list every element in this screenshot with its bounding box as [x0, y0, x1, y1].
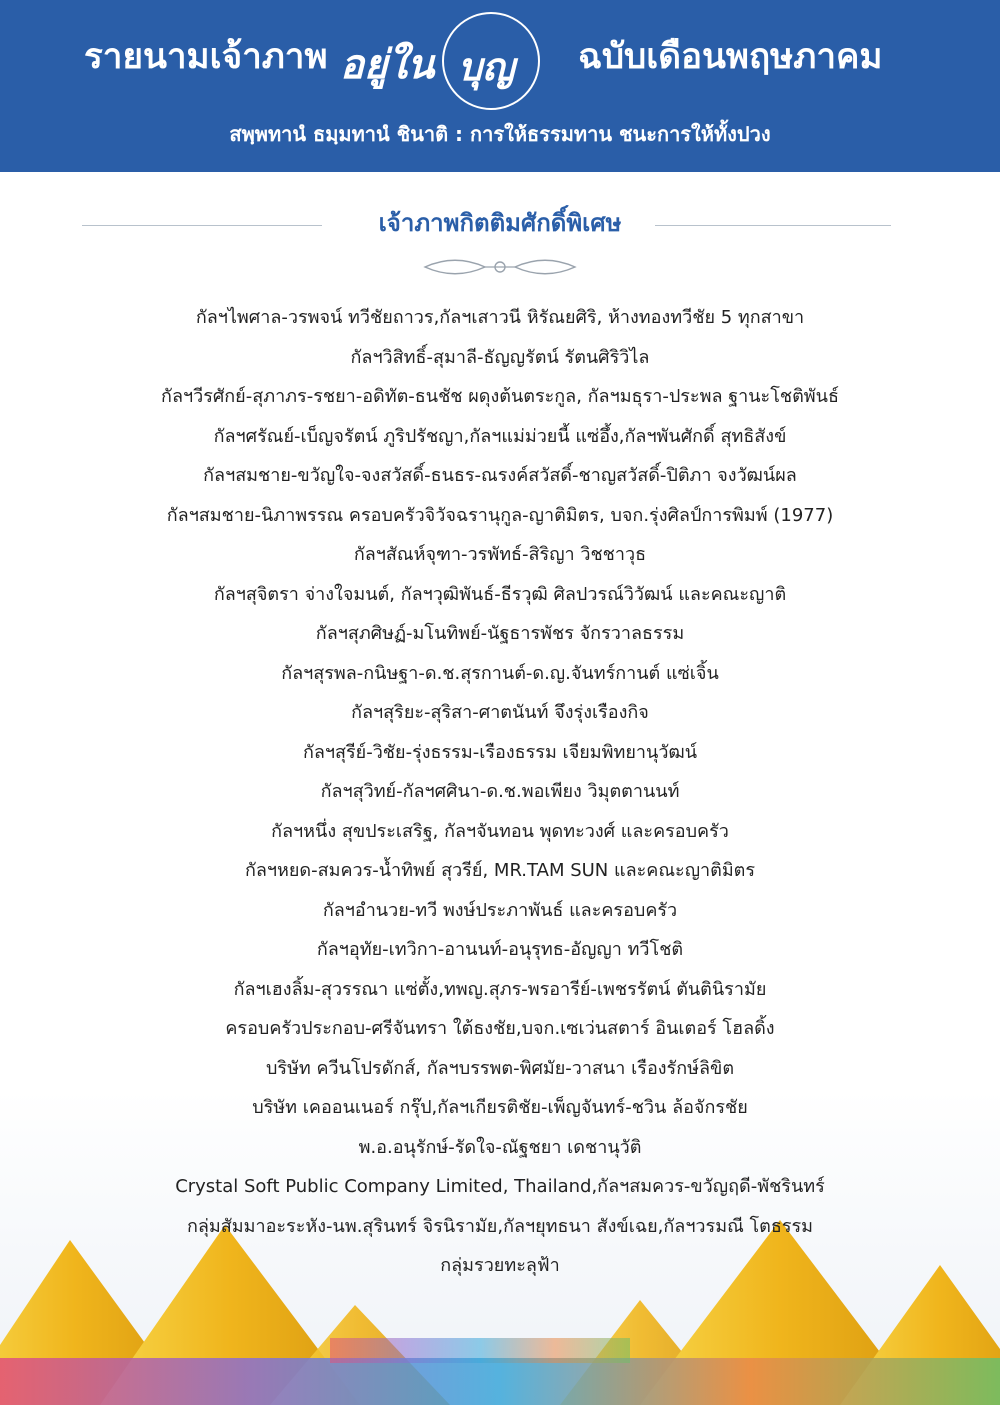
logo-text-b: บุญ: [458, 44, 515, 89]
section-title: เจ้าภาพกิตติมศักดิ์พิเศษ: [378, 209, 622, 237]
flourish-ornament-icon: [420, 256, 580, 278]
list-item: กลุ่มสัมมาอะระหัง-นพ.สุรินทร์ จิรนิรามัย,กัลฯยุทธนา สังข์เฉย,กัลฯวรมณี โตธรรม: [186, 1215, 814, 1237]
divider-right: [655, 225, 891, 226]
list-item: กัลฯสุจิตรา จ่างใจมนต์, กัลฯวุฒิพันธ์-ธีรวุฒิ ศิลปวรณ์วิวัฒน์ และคณะญาติ: [213, 583, 787, 605]
list-item: กลุ่มรวยทะลุฟ้า: [440, 1255, 560, 1276]
list-item: กัลฯสุรีย์-วิชัย-รุ่งธรรม-เรืองธรรม เจียมพิทยานุวัฒน์: [302, 741, 698, 763]
header-title-right: ฉบับเดือนพฤษภาคม: [578, 37, 883, 77]
list-item: ครอบครัวประกอบ-ศรีจันทรา ใต้ธงชัย,บจก.เซเว่นสตาร์ อินเตอร์ โฮลดิ้ง: [225, 1018, 775, 1039]
list-item: Crystal Soft Public Company Limited, Thailand,กัลฯสมควร-ขวัญฤดี-พัชรินทร์: [175, 1176, 825, 1197]
header-title-left: รายนามเจ้าภาพ: [84, 37, 328, 77]
list-item: กัลฯสุภศิษฏ์-มโนทิพย์-นัฐธารพัชร จักรวาลธรรม: [315, 623, 685, 644]
sponsor-name-list: [40, 298, 960, 1286]
list-item: กัลฯหนึ่ง สุขประเสริฐ, กัลฯจันทอน พุดทะวงศ์ และครอบครัว: [271, 820, 729, 842]
logo-text-a: อยู่ใน: [340, 41, 435, 88]
list-item: กัลฯสัณห์จุฑา-วรพัทธ์-สิริญา วิชชาวุธ: [353, 544, 647, 565]
header-subtitle: สพฺพทานํ ธมฺมทานํ ชินาติ : การให้ธรรมทาน ชนะการให้ทั้งปวง: [229, 122, 771, 146]
list-item: พ.อ.อนุรักษ์-รัดใจ-ณัฐชยา เดชานุวัติ: [358, 1136, 642, 1158]
list-item: กัลฯเฮงลิ้ม-สุวรรณา แซ่ตั้ง,ทพญ.สุภร-พรอารีย์-เพชรรัตน์ ตันตินิรามัย: [233, 978, 767, 1000]
list-item: กัลฯไพศาล-วรพจน์ ทวีชัยถาวร,กัลฯเสาวนี หิรัณยศิริ, ห้างทองทวีชัย 5 ทุกสาขา: [195, 307, 805, 328]
list-item: กัลฯสุริยะ-สุริสา-ศาตนันท์ จึงรุ่งเรืองกิจ: [351, 702, 649, 723]
list-item: กัลฯวิสิทธิ์-สุมาลี-ธัญญรัตน์ รัตนศิริวิไล: [350, 346, 650, 368]
list-item: กัลฯวีรศักย์-สุภาภร-รชยา-อดิทัต-ธนชัช ผดุงต้นตระกูล, กัลฯมธุรา-ประพล ฐานะโชติพันธ์: [161, 386, 839, 407]
list-item: กัลฯอุทัย-เทวิกา-อานนท์-อนุรุทธ-อัญญา ทวีโชติ: [316, 939, 684, 960]
header-banner: [0, 0, 1000, 172]
magazine-logo: [340, 12, 560, 112]
list-item: กัลฯศรัณย์-เบ็ญจรัตน์ ภูริปรัชญา,กัลฯแม่ม่วยนี้ แซ่อึ้ง,กัลฯพันศักดิ์ สุทธิสังข์: [213, 425, 787, 447]
list-item: บริษัท ควีนโปรดักส์, กัลฯบรรพต-พิศมัย-วาสนา เรืองรักษ์ลิขิต: [265, 1057, 735, 1079]
list-item: บริษัท เคออนเนอร์ กรุ๊ป,กัลฯเกียรติชัย-เพ็ญจันทร์-ชวิน ล้อจักรชัย: [252, 1097, 748, 1118]
list-item: กัลฯสมชาย-นิภาพรรณ ครอบครัวจิวัจฉรานุกูล-ญาติมิตร, บจก.รุ่งศิลป์การพิมพ์ (1977): [166, 504, 834, 526]
list-item: กัลฯอำนวย-ทวี พงษ์ประภาพันธ์ และครอบครัว: [322, 899, 678, 921]
list-item: กัลฯสมชาย-ขวัญใจ-จงสวัสดิ์-ธนธร-ณรงค์สวัสดิ์-ชาญสวัสดิ์-ปิติภา จงวัฒน์ผล: [203, 465, 797, 486]
list-item: กัลฯหยด-สมควร-น้ำทิพย์ สุวรีย์, MR.TAM SUN และคณะญาติมิตร: [244, 860, 756, 881]
list-item: กัลฯสุรพล-กนิษฐา-ด.ช.สุรกานต์-ด.ญ.จันทร์กานต์ แซ่เจิ้น: [281, 662, 719, 684]
list-item: กัลฯสุวิทย์-กัลฯศศินา-ด.ช.พอเพียง วิมุตตานนท์: [320, 781, 680, 802]
